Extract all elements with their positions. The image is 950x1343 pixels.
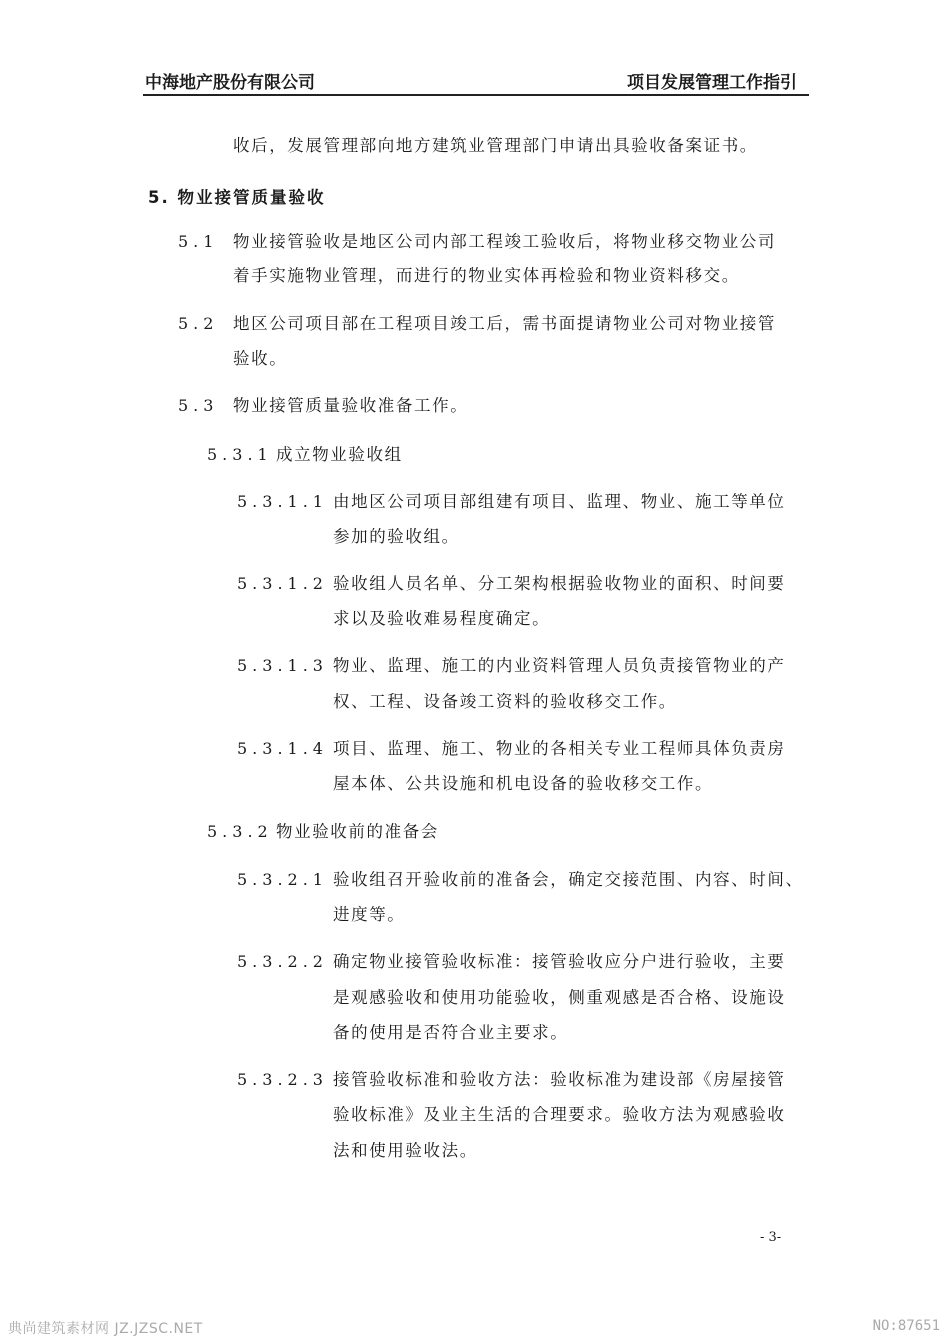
item-5-3-2-3-line2: 验收标准》及业主生活的合理要求。验收方法为观感验收	[333, 1105, 786, 1124]
item-5-3-1-4-number: 5.3.1.4	[237, 739, 328, 758]
item-5-3-2-1-number: 5.3.2.1	[237, 870, 328, 889]
item-5-2-line1: 地区公司项目部在工程项目竣工后，需书面提请物业公司对物业接管	[233, 314, 776, 333]
page-number: - 3-	[760, 1230, 782, 1245]
item-5-3-2-2-number: 5.3.2.2	[237, 952, 328, 971]
item-5-3-1-3-number: 5.3.1.3	[237, 656, 328, 675]
item-5-3-2-number: 5.3.2	[207, 822, 273, 841]
item-5-3-2-1-line1: 验收组召开验收前的准备会，确定交接范围、内容、时间、	[333, 870, 804, 889]
item-5-3-2-line1: 物业验收前的准备会	[276, 822, 439, 841]
item-5-1-line2: 着手实施物业管理，而进行的物业实体再检验和物业资料移交。	[233, 266, 740, 285]
section-5-number: 5.	[148, 188, 170, 207]
item-5-3-2-2-line3: 备的使用是否符合业主要求。	[333, 1023, 569, 1042]
item-5-3-2-2-line1: 确定物业接管验收标准：接管验收应分户进行验收，主要	[333, 952, 786, 971]
section-5-heading	[148, 180, 326, 216]
item-5-2-number: 5.2	[178, 314, 219, 333]
watermark-site: 典尚建筑素材网 JZ.JZSC.NET	[8, 1321, 203, 1337]
item-5-1-line1: 物业接管验收是地区公司内部工程竣工验收后，将物业移交物业公司	[233, 232, 776, 251]
item-5-3-1-2-line1: 验收组人员名单、分工架构根据验收物业的面积、时间要	[333, 574, 786, 593]
item-5-3-1-number: 5.3.1	[207, 445, 273, 464]
item-5-3-1-1-number: 5.3.1.1	[237, 492, 328, 511]
page-header	[143, 66, 809, 96]
item-5-1-number: 5.1	[178, 232, 219, 251]
item-5-3-2-3-line3: 法和使用验收法。	[333, 1141, 478, 1160]
item-5-3-number: 5.3	[178, 396, 219, 415]
document-title: 项目发展管理工作指引	[627, 73, 797, 93]
item-5-3-line1: 物业接管质量验收准备工作。	[233, 396, 469, 415]
intro-line: 收后，发展管理部向地方建筑业管理部门申请出具验收备案证书。	[233, 136, 758, 155]
item-5-3-2-1-line2: 进度等。	[333, 905, 406, 924]
item-5-2-line2: 验收。	[233, 349, 288, 368]
watermark-number: NO:87651	[872, 1318, 940, 1334]
company-name: 中海地产股份有限公司	[145, 73, 315, 93]
section-5-title: 物业接管质量验收	[177, 188, 326, 207]
item-5-3-1-4-line2: 屋本体、公共设施和机电设备的验收移交工作。	[333, 774, 714, 793]
item-5-3-1-4-line1: 项目、监理、施工、物业的各相关专业工程师具体负责房	[333, 739, 786, 758]
item-5-3-2-2-line2: 是观感验收和使用功能验收，侧重观感是否合格、设施设	[333, 988, 786, 1007]
item-5-3-2-3-line1: 接管验收标准和验收方法：验收标准为建设部《房屋接管	[333, 1070, 786, 1089]
item-5-3-1-3-line1: 物业、监理、施工的内业资料管理人员负责接管物业的产	[333, 656, 786, 675]
item-5-3-2-3-number: 5.3.2.3	[237, 1070, 328, 1089]
item-5-3-1-1-line2: 参加的验收组。	[333, 527, 460, 546]
item-5-3-1-2-number: 5.3.1.2	[237, 574, 328, 593]
item-5-3-1-2-line2: 求以及验收难易程度确定。	[333, 609, 551, 628]
item-5-3-1-1-line1: 由地区公司项目部组建有项目、监理、物业、施工等单位	[333, 492, 786, 511]
item-5-3-1-3-line2: 权、工程、设备竣工资料的验收移交工作。	[333, 692, 677, 711]
item-5-3-1-line1: 成立物业验收组	[276, 445, 403, 464]
